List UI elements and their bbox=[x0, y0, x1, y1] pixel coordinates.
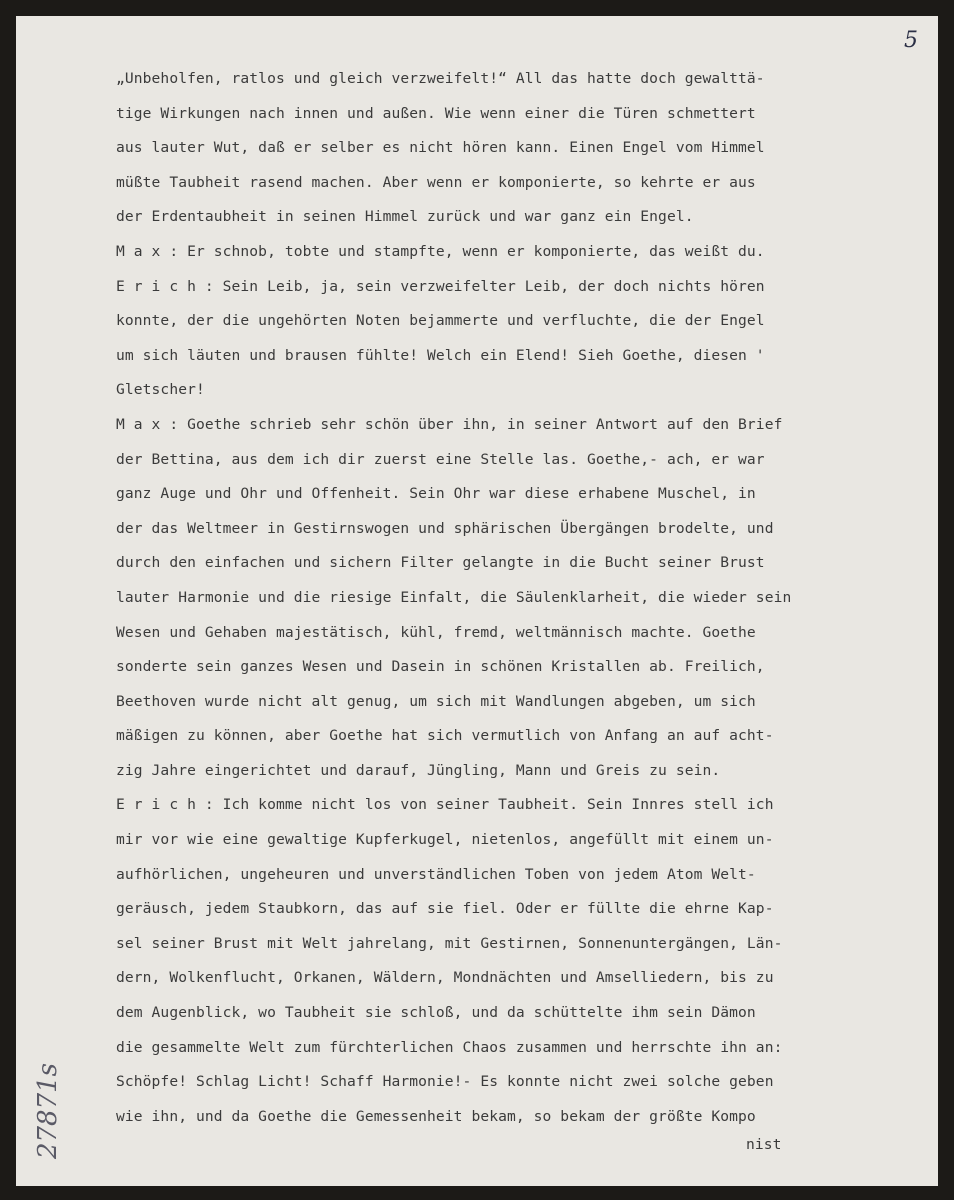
text-line-12: der Bettina, aus dem ich dir zuerst eine Stelle las. Goethe,- ach, er war bbox=[116, 450, 765, 468]
text-line-1: „Unbeholfen, ratlos und gleich verzweifelt!“ All das hatte doch gewalttä- bbox=[116, 70, 765, 87]
text-line-28: dem Augenblick, wo Taubheit sie schloß, und da schüttelte ihm sein Dämon bbox=[116, 1004, 756, 1022]
text-line-15: durch den einfachen und sichern Filter gelangte in die Bucht seiner Brust bbox=[116, 554, 765, 572]
text-line-13: ganz Auge und Ohr und Offenheit. Sein Ohr war diese erhabene Muschel, in bbox=[116, 485, 756, 503]
text-line-22: E r i c h : Ich komme nicht los von seiner Taubheit. Sein Innres stell ich bbox=[116, 796, 774, 814]
text-line-3: aus lauter Wut, daß er selber es nicht hören kann. Einen Engel vom Himmel bbox=[116, 139, 765, 157]
text-line-20: mäßigen zu können, aber Goethe hat sich vermutlich von Anfang an auf acht- bbox=[116, 727, 774, 745]
text-line-25: geräusch, jedem Staubkorn, das auf sie fiel. Oder er füllte die ehrne Kap- bbox=[116, 900, 774, 918]
text-line-8: konnte, der die ungehörten Noten bejammerte und verfluchte, die der Engel bbox=[116, 312, 765, 330]
text-line-4: müßte Taubheit rasend machen. Aber wenn er komponierte, so kehrte er aus bbox=[116, 173, 756, 191]
text-line-continuation: nist bbox=[746, 1136, 782, 1154]
archive-number bbox=[26, 1056, 66, 1166]
text-line-30: Schöpfe! Schlag Licht! Schaff Harmonie!- Es konnte nicht zwei solche geben bbox=[116, 1073, 774, 1091]
page-number: 5 bbox=[904, 28, 918, 53]
document-page bbox=[16, 16, 938, 1186]
text-line-18: sonderte sein ganzes Wesen und Dasein in schönen Kristallen ab. Freilich, bbox=[116, 658, 765, 676]
text-line-29: die gesammelte Welt zum fürchterlichen Chaos zusammen und herrschte ihn an: bbox=[116, 1038, 783, 1056]
text-line-21: zig Jahre eingerichtet und darauf, Jüngling, Mann und Greis zu sein. bbox=[116, 761, 721, 779]
text-line-6: M a x : Er schnob, tobte und stampfte, wenn er komponierte, das weißt du. bbox=[116, 242, 765, 260]
text-line-27: dern, Wolkenflucht, Orkanen, Wäldern, Mondnächten und Amselliedern, bis zu bbox=[116, 969, 774, 987]
text-line-23: mir vor wie eine gewaltige Kupferkugel, nietenlos, angefüllt mit einem un- bbox=[116, 831, 774, 849]
text-line-19: Beethoven wurde nicht alt genug, um sich mit Wandlungen abgeben, um sich bbox=[116, 692, 756, 710]
text-line-17: Wesen und Gehaben majestätisch, kühl, fremd, weltmännisch machte. Goethe bbox=[116, 623, 756, 641]
typewritten-text bbox=[116, 62, 938, 1156]
text-line-31: wie ihn, und da Goethe die Gemessenheit bekam, so bekam der größte Kompo bbox=[116, 1107, 756, 1125]
text-line-16: lauter Harmonie und die riesige Einfalt, die Säulenklarheit, die wieder sein bbox=[116, 588, 792, 606]
text-line-9: um sich läuten und brausen fühlte! Welch ein Elend! Sieh Goethe, diesen ' bbox=[116, 346, 765, 364]
text-line-7: E r i c h : Sein Leib, ja, sein verzweifelter Leib, der doch nichts hören bbox=[116, 277, 765, 295]
archive-number-text: 27871s bbox=[33, 1062, 64, 1160]
text-line-2: tige Wirkungen nach innen und außen. Wie wenn einer die Türen schmettert bbox=[116, 104, 756, 122]
text-line-11: M a x : Goethe schrieb sehr schön über ihn, in seiner Antwort auf den Brief bbox=[116, 415, 783, 433]
text-line-10: Gletscher! bbox=[116, 381, 205, 399]
text-line-5: der Erdentaubheit in seinen Himmel zurück und war ganz ein Engel. bbox=[116, 208, 694, 226]
text-line-24: aufhörlichen, ungeheuren und unverständlichen Toben von jedem Atom Welt- bbox=[116, 865, 756, 883]
text-line-26: sel seiner Brust mit Welt jahrelang, mit Gestirnen, Sonnenuntergängen, Län- bbox=[116, 934, 783, 952]
text-line-14: der das Weltmeer in Gestirnswogen und sphärischen Übergängen brodelte, und bbox=[116, 519, 774, 537]
